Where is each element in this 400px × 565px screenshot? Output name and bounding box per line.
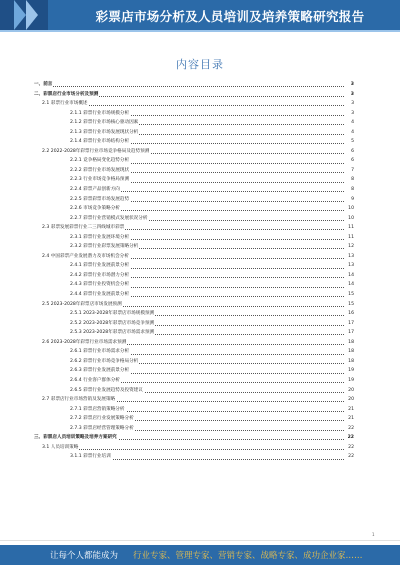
toc-entry[interactable]: [34, 328, 354, 338]
toc-entry-title: 2.5.2 2023-2028年彩票店市场竞争预测: [70, 319, 155, 329]
toc-entry[interactable]: [34, 424, 354, 434]
toc-entry[interactable]: [34, 433, 354, 443]
toc-entry-title: 2.2.7 彩票行业营销模式发展状况分析: [70, 214, 148, 224]
toc-entry-page: 3: [345, 80, 354, 90]
toc-leader: [72, 459, 348, 460]
toc-entry-page: 21: [345, 414, 354, 424]
toc-leader: [44, 105, 348, 106]
toc-entry-title: 2.6.3 彩票行业发展前景分析: [70, 366, 130, 376]
toc-entry-page: 9: [345, 195, 354, 205]
toc-entry-page: 6: [345, 147, 354, 157]
toc-entry[interactable]: [34, 405, 354, 415]
footer-divider: [0, 540, 400, 541]
toc-entry[interactable]: [34, 214, 354, 224]
toc-entry-title: 一、前言: [34, 80, 53, 90]
toc-entry-title: 二、彩票店行业市场分析及预测: [34, 90, 99, 100]
toc-entry-title: 2.4 中国彩票产业发展潜力及市场机会分析: [42, 252, 130, 262]
toc-entry[interactable]: [34, 118, 354, 128]
toc-entry-title: 2.6.5 彩票行业发展趋势及投资建议: [70, 386, 144, 396]
toc-entry[interactable]: [34, 443, 354, 453]
toc-entry-page: 16: [345, 309, 354, 319]
toc-entry-title: 2.2.5 彩票彩票市场发展趋势: [70, 195, 130, 205]
toc-entry-title: 2.4.2 彩票行业市场潜力分析: [70, 271, 130, 281]
toc-entry-title: 2.2.6 市场竞争策略分析: [70, 204, 121, 214]
report-footer: [0, 545, 400, 565]
toc-entry-title: 2.5.3 2023-2028年彩票店市场需求预测: [70, 328, 155, 338]
toc-entry-page: 21: [345, 405, 354, 415]
toc-entry-page: 13: [345, 252, 354, 262]
toc-entry-page: 18: [345, 357, 354, 367]
toc-entry-page: 20: [345, 386, 354, 396]
toc-entry[interactable]: [34, 414, 354, 424]
toc-leader: [44, 86, 348, 87]
footer-slogan-roles: 行业专家、管理专家、营销专家、战略专家、成功企业家……: [133, 551, 363, 561]
toc-entry-page: 6: [345, 156, 354, 166]
toc-entry-page: 8: [345, 175, 354, 185]
toc-entry[interactable]: [34, 242, 354, 252]
toc-entry-page: 19: [345, 366, 354, 376]
toc-entry[interactable]: [34, 395, 354, 405]
toc-entry-page: 18: [345, 347, 354, 357]
toc-entry[interactable]: [34, 223, 354, 233]
toc-entry-title: 2.1.3 彩票行业市场发展现状分析: [70, 128, 139, 138]
toc-entry-title: 2.4.3 彩票行业投资机会分析: [70, 280, 130, 290]
toc-entry[interactable]: [34, 204, 354, 214]
header-divider: [0, 30, 400, 32]
toc-entry-page: 12: [345, 242, 354, 252]
toc-entry[interactable]: [34, 300, 354, 310]
toc-entry[interactable]: [34, 347, 354, 357]
toc-entry[interactable]: [34, 319, 354, 329]
toc-entry-title: 2.6.1 彩票行业市场需求分析: [70, 347, 130, 357]
toc-entry[interactable]: [34, 452, 354, 462]
toc-entry-page: 14: [345, 271, 354, 281]
toc-entry[interactable]: [34, 271, 354, 281]
toc-entry-title: 2.5 2023-2028年彩票店市场发展预测: [42, 300, 123, 310]
report-title: 彩票店市场分析及人员培训及培养策略研究报告: [95, 9, 365, 24]
toc-entry[interactable]: [34, 280, 354, 290]
toc-entry[interactable]: [34, 290, 354, 300]
toc-entry-page: 10: [345, 214, 354, 224]
toc-entry-title: 2.7 彩票店行业市场营销及发展策略: [42, 395, 116, 405]
toc-entry-title: 2.1.4 彩票行业市场结构分析: [70, 137, 130, 147]
toc-entry[interactable]: [34, 156, 354, 166]
toc-entry-page: 15: [345, 290, 354, 300]
toc-entry[interactable]: [34, 137, 354, 147]
toc-entry-page: 17: [345, 328, 354, 338]
toc-entry-page: 19: [345, 376, 354, 386]
table-of-contents: [34, 80, 354, 462]
toc-entry[interactable]: [34, 309, 354, 319]
toc-entry[interactable]: [34, 128, 354, 138]
toc-entry-page: 11: [345, 233, 354, 243]
toc-entry-page: 13: [345, 261, 354, 271]
toc-entry-page: 8: [345, 185, 354, 195]
toc-entry-title: 三、彩票店人员培训策略及培养方案研究: [34, 433, 118, 443]
toc-entry-page: 20: [345, 395, 354, 405]
toc-entry-title: 2.7.2 彩票店行业发展策略分析: [70, 414, 135, 424]
toc-entry[interactable]: [34, 80, 354, 90]
toc-entry-title: 2.2.4 彩票产品创新方向: [70, 185, 121, 195]
toc-entry-title: 2.1 彩票行业市场概述: [42, 99, 89, 109]
toc-entry[interactable]: [34, 195, 354, 205]
toc-entry-title: 2.1.2 彩票行业市场核心驱动因素: [70, 118, 139, 128]
toc-entry-page: 22: [345, 424, 354, 434]
toc-entry-title: 3.1.1 彩票行业培训: [70, 452, 112, 462]
toc-entry-page: 22: [345, 452, 354, 462]
toc-entry-title: 2.6 2023-2028年彩票行业市场需求预测: [42, 338, 127, 348]
toc-entry-title: 2.3.1 彩票行业发展环境分析: [70, 233, 130, 243]
toc-entry[interactable]: [34, 233, 354, 243]
page-number: 1: [372, 532, 375, 537]
toc-entry-page: 3: [345, 99, 354, 109]
toc-entry-page: 17: [345, 319, 354, 329]
toc-entry[interactable]: [34, 366, 354, 376]
toc-entry-title: 2.3 彩票发展彩票行业二三四线城市彩票: [42, 223, 125, 233]
toc-entry-title: 2.4.4 彩票行业发展前景分析: [70, 290, 130, 300]
report-header: [0, 0, 400, 30]
toc-entry-title: 2.2.2 彩票行业市场发展现状: [70, 166, 130, 176]
chevron-right-icon: [14, 0, 26, 30]
toc-entry[interactable]: [34, 166, 354, 176]
toc-entry-page: 5: [345, 137, 354, 147]
toc-entry-title: 2.2 2022-2028年彩票行业市场竞争格局及趋势预测: [42, 147, 150, 157]
toc-entry-page: 15: [345, 300, 354, 310]
toc-entry[interactable]: [34, 147, 354, 157]
toc-entry-page: 22: [345, 433, 354, 443]
toc-entry-title: 2.2.1 竞争格局变化趋势分析: [70, 156, 130, 166]
toc-entry[interactable]: [34, 99, 354, 109]
toc-entry-title: 2.6.2 彩票行业市场竞争格局分析: [70, 357, 139, 367]
toc-entry-page: 4: [345, 128, 354, 138]
toc-entry[interactable]: [34, 376, 354, 386]
toc-entry-title: 2.7.1 彩票店营销策略分析: [70, 405, 126, 415]
toc-entry-title: 2.1.1 彩票行业市场规模分析: [70, 109, 130, 119]
toc-entry[interactable]: [34, 338, 354, 348]
toc-entry-page: 18: [345, 338, 354, 348]
toc-entry-page: 14: [345, 280, 354, 290]
toc-entry-page: 4: [345, 118, 354, 128]
toc-entry-page: 10: [345, 204, 354, 214]
toc-entry[interactable]: [34, 90, 354, 100]
toc-entry[interactable]: [34, 185, 354, 195]
toc-entry-title: 2.5.1 2023-2028年彩票店市场规模预测: [70, 309, 155, 319]
toc-entry[interactable]: [34, 261, 354, 271]
toc-entry[interactable]: [34, 357, 354, 367]
toc-entry-title: 2.3.2 彩票行业彩票发展策略分析: [70, 242, 139, 252]
toc-entry[interactable]: [34, 109, 354, 119]
toc-entry[interactable]: [34, 252, 354, 262]
toc-entry-page: 11: [345, 223, 354, 233]
toc-entry-title: 2.4.1 彩票行业发展前景分析: [70, 261, 130, 271]
toc-leader: [44, 449, 348, 450]
toc-entry-page: 22: [345, 443, 354, 453]
toc-heading: 内容目录: [176, 58, 224, 71]
toc-entry-title: 2.7.3 彩票店经营管理策略分析: [70, 424, 135, 434]
footer-slogan: 让每个人都能成为: [50, 551, 119, 561]
toc-entry-page: 3: [345, 109, 354, 119]
toc-entry-page: 3: [345, 90, 354, 100]
chevron-right-icon: [26, 0, 38, 30]
toc-entry-page: 7: [345, 166, 354, 176]
toc-entry-title: 3.1 人员培训策略: [42, 443, 79, 453]
toc-entry-title: 2.2.3 行业市场竞争格局预测: [70, 175, 130, 185]
toc-entry[interactable]: [34, 386, 354, 396]
toc-entry-title: 2.6.4 行业客户群体分析: [70, 376, 121, 386]
toc-entry[interactable]: [34, 175, 354, 185]
